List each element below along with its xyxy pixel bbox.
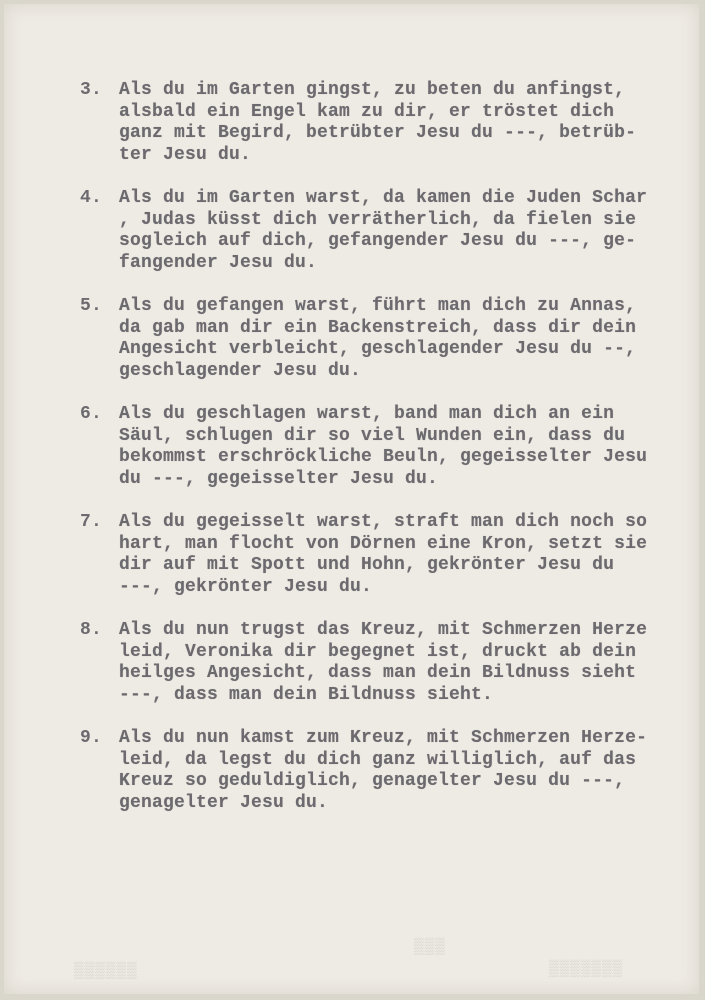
verse-line: alsbald ein Engel kam zu dir, er tröstet dich — [119, 101, 615, 122]
verse-8 — [80, 620, 699, 706]
verse-line: Als du im Garten warst, da kamen die Juden Schar — [119, 188, 648, 208]
verse-5 — [80, 296, 699, 382]
show-through-mark: ▒▒▒▒▒▒▒ — [549, 960, 624, 978]
verse-9 — [80, 728, 699, 814]
show-through-mark: ▒▒▒ — [414, 938, 446, 956]
verse-4 — [80, 188, 699, 274]
verse-number: 9. — [80, 728, 103, 748]
verse-line: dir auf mit Spott und Hohn, gekrönter Jesu du — [119, 555, 615, 575]
verse-line: , Judas küsst dich verrätherlich, da fielen sie — [119, 209, 637, 230]
verse-number: 8. — [80, 620, 103, 640]
verse-line: heilges Angesicht, dass man dein Bildnuss sieht — [119, 663, 637, 683]
verse-line: ---, dass man dein Bildnuss sieht. — [119, 684, 494, 705]
verse-line: genagelter Jesu du. — [119, 792, 329, 813]
verse-line: Säul, schlugen dir so viel Wunden ein, dass du — [119, 425, 626, 446]
verse-number: 3. — [80, 80, 103, 100]
verse-line: hart, man flocht von Dörnen eine Kron, setzt sie — [119, 533, 648, 554]
verse-line: Als du gegeisselt warst, straft man dich noch so — [119, 512, 648, 532]
verse-number: 5. — [80, 296, 103, 316]
verse-line: Als du gefangen warst, führt man dich zu Annas, — [119, 296, 637, 316]
verse-line: Als du nun trugst das Kreuz, mit Schmerzen Herze — [119, 620, 648, 640]
verse-line: Als du nun kamst zum Kreuz, mit Schmerzen Herze- — [119, 728, 648, 748]
verse-3 — [80, 80, 699, 166]
verse-number: 7. — [80, 512, 103, 532]
verse-line: leid, da legst du dich ganz williglich, auf das — [119, 749, 637, 770]
verse-line: leid, Veronika dir begegnet ist, druckt ab dein — [119, 641, 637, 662]
verse-list — [80, 80, 699, 836]
verse-line: Kreuz so geduldiglich, genagelter Jesu du ---, — [119, 771, 626, 791]
verse-line: geschlagender Jesu du. — [119, 360, 362, 381]
show-through-mark: ▒▒▒▒▒▒ — [74, 962, 138, 980]
verse-line: bekommst erschröckliche Beuln, gegeisselter Jesu — [119, 447, 648, 467]
verse-line: sogleich auf dich, gefangender Jesu du ---, ge- — [119, 231, 637, 251]
verse-line: ter Jesu du. — [119, 144, 252, 165]
verse-7 — [80, 512, 699, 598]
verse-number: 4. — [80, 188, 103, 208]
verse-6 — [80, 404, 699, 490]
verse-line: Als du im Garten gingst, zu beten du anfingst, — [119, 80, 626, 100]
verse-line: da gab man dir ein Backenstreich, dass dir dein — [119, 317, 637, 338]
verse-line: fangender Jesu du. — [119, 252, 318, 273]
verse-line: du ---, gegeisselter Jesu du. — [119, 468, 439, 489]
verse-line: Angesicht verbleicht, geschlagender Jesu du --, — [119, 339, 637, 359]
verse-line: ---, gekrönter Jesu du. — [119, 576, 373, 597]
verse-number: 6. — [80, 404, 103, 424]
verse-line: ganz mit Begird, betrübter Jesu du ---, betrüb- — [119, 123, 637, 143]
verse-line: Als du geschlagen warst, band man dich an ein — [119, 404, 615, 424]
typewritten-page — [4, 4, 699, 994]
